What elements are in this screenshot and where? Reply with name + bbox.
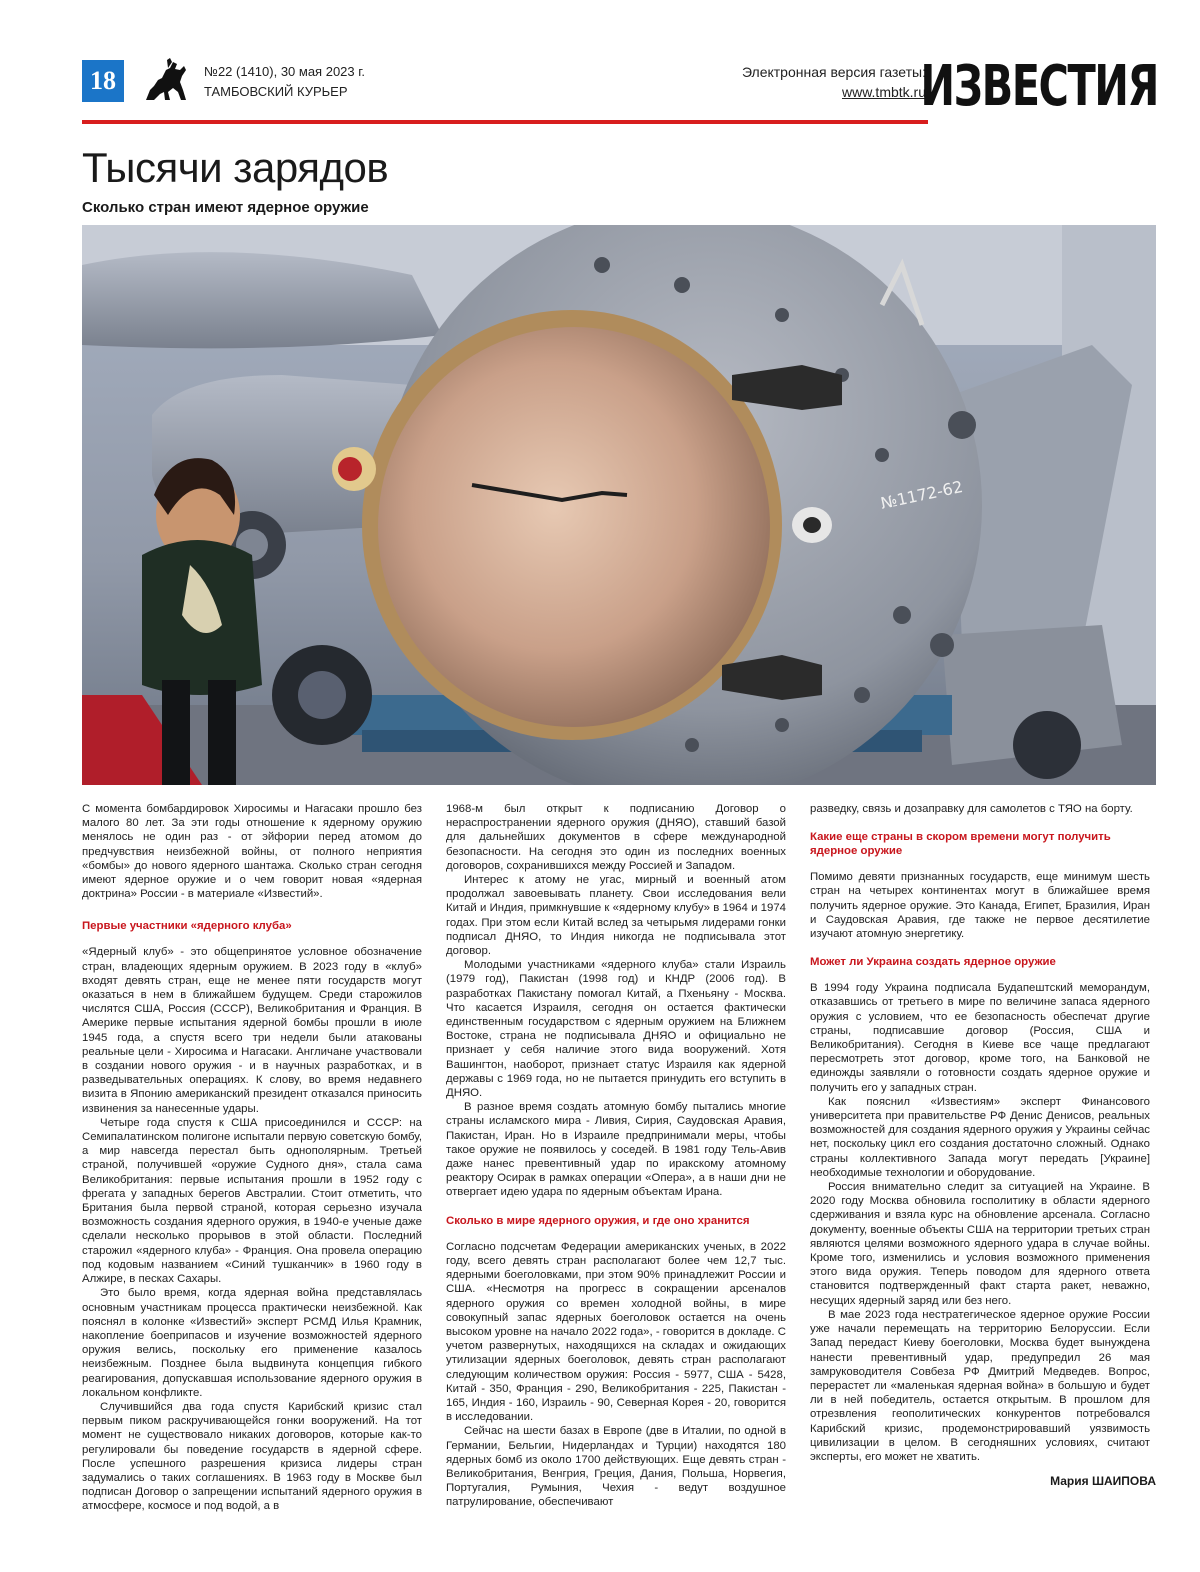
page-number: 18 <box>82 60 124 102</box>
paragraph: Молодыми участниками «ядерного клуба» стали Израиль (1979 год), Пакистан (1998 год) и КНДР (2006 год). В разработках Пакистану помогал Китай, а Пхеньяну - Москва. Что касается Израиля, сегодня он остается фактически единственным государством с ядерным оружием на Ближнем Востоке, страна не подписывала ДНЯО и официально не признает у себя наличие этого вида вооружений. Хотя Вашингтон, наоборот, признает статус Израиля как ядерной державы с 1969 года, но не пытается принудить его вступить в ДНЯО. <box>446 959 786 1100</box>
article-body <box>82 802 1160 1513</box>
paragraph: В разное время создать атомную бомбу пытались многие страны исламского мира - Ливия, Сирия, Саудовская Аравия, Пакистан, Иран. Но в Израиле предпринимали меры, чтобы такое оружие не появилось у соседей. В 1981 году Тель-Авив даже нанес превентивный удар по иракскому атомному реактору Осирак в рамках операции «Опера», а в наши дни не отвергает идею удара по ядерным объектам Ирана. <box>446 1101 786 1199</box>
paragraph: Случившийся два года спустя Карибский кризис стал первым пиком раскручивающейся гонки вооружений. На тот момент не существовало никаких договоров, которые как-то регулировали бы поведение государств в ядерной сфере. После успешного разрешения кризиса лидеры стран задумались о таких соглашениях. В 1963 году в Москве был подписан Договор о запрещении испытаний ядерного оружия в атмосфере, космосе и под водой, а в <box>82 1400 422 1513</box>
izvestia-logo: ИЗВЕСТИЯ <box>920 54 1158 119</box>
article-column-3 <box>810 802 1150 1464</box>
section-heading: Первые участники «ядерного клуба» <box>82 920 292 933</box>
paragraph: Россия внимательно следит за ситуацией на Украине. В 2020 году Москва обновила госполитику в области ядерного сдерживания и взяла курс на обновление арсенала. Согласно документу, военные объекты США на территории третьих стран являются целями возможного ядерного удара в случае войны. Кроме того, изменились и условия возможного применения этого вида оружия. Теперь поводом для ядерного ответа становится подтвержденный факт старта ракет, неважно, несущих ядерный заряд или без него. <box>810 1181 1150 1307</box>
header-divider <box>82 120 928 124</box>
paragraph: С момента бомбардировок Хиросимы и Нагасаки прошло без малого 80 лет. За эти годы отношение к ядерному оружию менялось не один раз - от эйфории перед атомом до предчувствия неизбежной войны, от полного неприятия «бомбы» до нового ядерного шантажа. Сколько стран сегодня имеют ядерное оружие и о чем говорит новая «ядерная доктрина» России - в материале «Известий». <box>82 803 422 901</box>
bomb-museum-photo <box>82 225 1156 785</box>
paragraph: Согласно подсчетам Федерации американских ученых, в 2022 году, всего девять стран располагают более чем 12,7 тыс. ядерными боеголовками, при этом 90% принадлежит России и США. «Несмотря на прогресс в сокращении арсеналов ядерного оружия со времен холодной войны, в мире совокупный запас ядерных боеголовок остается на очень высоком уровне на начало 2022 года», - говорится в докладе. С учетом развернутых, находящихся на складах и ожидающих утилизации ядерных боеголовок, девять стран располагают следующим количеством оружия: Россия - 5977, США - 5428, Китай - 350, Франция - 290, Великобритания - 225, Пакистан - 165, Индия - 160, Израиль - 90, Северная Корея - 20, говорится в исследовании. <box>446 1240 786 1424</box>
e-version-label: Электронная версия газеты: <box>741 64 926 80</box>
paragraph: В мае 2023 года нестратегическое ядерное оружие России уже начали перемещать на территорию Белоруссии. Если Запад передаст Киеву боеголовки, Москва будет вынуждена нанести превентивный удар, предупредил 26 мая замруководителя Совбеза РФ Дмитрий Медведев. Вопрос, перерастет ли «маленькая ядерная война» в большую и будет ли в ней победитель, остается открытым. В прошлом для отрезвления геополитических конкурентов потребовался Карибский кризис, продемонстрировавший уязвимость цивилизации в целом. В сегодняшних условиях, считают эксперты, его может не хватить. <box>810 1308 1150 1463</box>
page-header <box>82 56 1160 126</box>
article-author: Мария ШАИПОВА <box>1050 1474 1156 1488</box>
horse-rider-logo-icon <box>140 56 190 106</box>
article-photo <box>82 225 1156 785</box>
paragraph: разведку, связь и дозаправку для самолетов с ТЯО на борту. <box>810 803 1133 815</box>
section-heading: Какие еще страны в скором времени могут получить ядерное оружие <box>810 831 1111 858</box>
paragraph: Помимо девяти признанных государств, еще минимум шесть стран на четырех континентах могут в ближайшее время получить ядерное оружие. Это Канада, Египет, Бразилия, Иран и Саудовская Аравия, где также не первое десятилетие изучают атомную энергетику. <box>810 871 1150 941</box>
section-heading: Может ли Украина создать ядерное оружие <box>810 956 1056 969</box>
article-column-1 <box>82 802 422 1514</box>
e-version-block <box>742 62 926 102</box>
paper-name: ТАМБОВСКИЙ КУРЬЕР <box>204 84 348 99</box>
article-column-2 <box>446 802 786 1510</box>
e-version-link[interactable]: www.tmbtk.ru <box>841 84 926 100</box>
paragraph: Это было время, когда ядерная война представлялась основным участникам процесса практически неизбежной. Как пояснял в колонке «Известий» эксперт РСМД Илья Крамник, накопление боеприпасов и изучение возможностей ядерного оружия велись, поскольку его применение казалось неизбежным. Позднее была выдвинута концепция гибкого реагирования, допускавшая использование ядерного оружия в локальном конфликте. <box>82 1287 422 1399</box>
paragraph: Сейчас на шести базах в Европе (две в Италии, по одной в Германии, Бельгии, Нидерландах и Турции) находятся 180 ядерных бомб из около 1700 действующих. Еще девять стран - Великобритания, Венгрия, Греция, Дания, Польша, Норвегия, Португалия, Румыния, Чехия - ведут воздушное патрулирование, обеспечивают <box>446 1425 786 1509</box>
paragraph: Как пояснил «Известиям» эксперт Финансового университета при правительстве РФ Денис Денисов, реальных возможностей для создания ядерного оружия у Украины сейчас нет, поскольку цикл его создания достаточно сложный. Однако страны коллективного Запада могут передать [Украине] необходимые технологии и оборудование. <box>810 1095 1150 1179</box>
paragraph: Интерес к атому не угас, мирный и военный атом продолжал завоевывать планету. Свои исследования вели Китай и Индия, примкнувшие к «ядерному клубу» в 1964 и 1974 годах. При этом если Китай вслед за четырьмя лидерами гонки подписал ДНЯО, то Индия никогда не подписывала этот договор. <box>446 874 786 958</box>
paragraph: В 1994 году Украина подписала Будапештский меморандум, отказавшись от третьего в мире по величине запаса ядерного оружия с условием, что ее безопасность обеспечат другие страны, подписавшие договор (Россия, США и Великобритания). Сегодня в Киеве все чаще предлагают пересмотреть этот договор, кроме того, на Банковой не единожды заявляли о готовности создать ядерное оружие и получить его у западных стран. <box>810 982 1150 1094</box>
issue-info <box>204 62 365 102</box>
paragraph: «Ядерный клуб» - это общепринятое условное обозначение стран, владеющих ядерным оружием. В 2023 году в «клуб» входят девять стран, еще не менее пяти государств могут оказаться в нем в ближайшем будущем. Среди старожилов числятся США, Россия (СССР), Великобритания и Франция. В Америке первые испытания ядерной бомбы прошли в июле 1945 года, а спустя всего три недели были атакованы реальные цели - Хиросима и Нагасаки. Англичане участвовали в создании нового оружия - и в научных разработках, и в разведывательных операциях. К слову, во время недавнего визита в Японию американский президент отказался приносить извинения за нанесенные удары. <box>82 946 422 1115</box>
paragraph: Четыре года спустя к США присоединился и СССР: на Семипалатинском полигоне испытали первую советскую бомбу, а мир навсегда перестал быть однополярным. Третьей страной, получившей «оружие Судного дня», стала сама Великобритания: первые испытания прошли в 1952 году с фрегата у западных берегов Австралии. Стоит отметить, что Британия была первой страной, которая серьезно изучала возможность создания ядерного оружия, в 1940-е ученые даже сделали несколько прорывов в этой области. Последний старожил «ядерного клуба» - Франция. Она провела операцию под кодовым названием «Синий тушканчик» в 1960 году в Алжире, в песках Сахары. <box>82 1116 422 1286</box>
section-heading: Сколько в мире ядерного оружия, и где оно хранится <box>446 1214 750 1227</box>
article-subtitle: Сколько стран имеют ядерное оружие <box>82 199 369 216</box>
bomb-marking: №1172-62 <box>878 476 965 513</box>
paragraph: 1968-м был открыт к подписанию Договор о нераспространении ядерного оружия (ДНЯО), ставший базой для дальнейших документов в сфере международной безопасности. На сегодня это один из последних военных договоров, сохранившихся между Россией и Западом. <box>446 803 786 872</box>
issue-line: №22 (1410), 30 мая 2023 г. <box>204 64 366 79</box>
article-title: Тысячи зарядов <box>82 144 389 191</box>
